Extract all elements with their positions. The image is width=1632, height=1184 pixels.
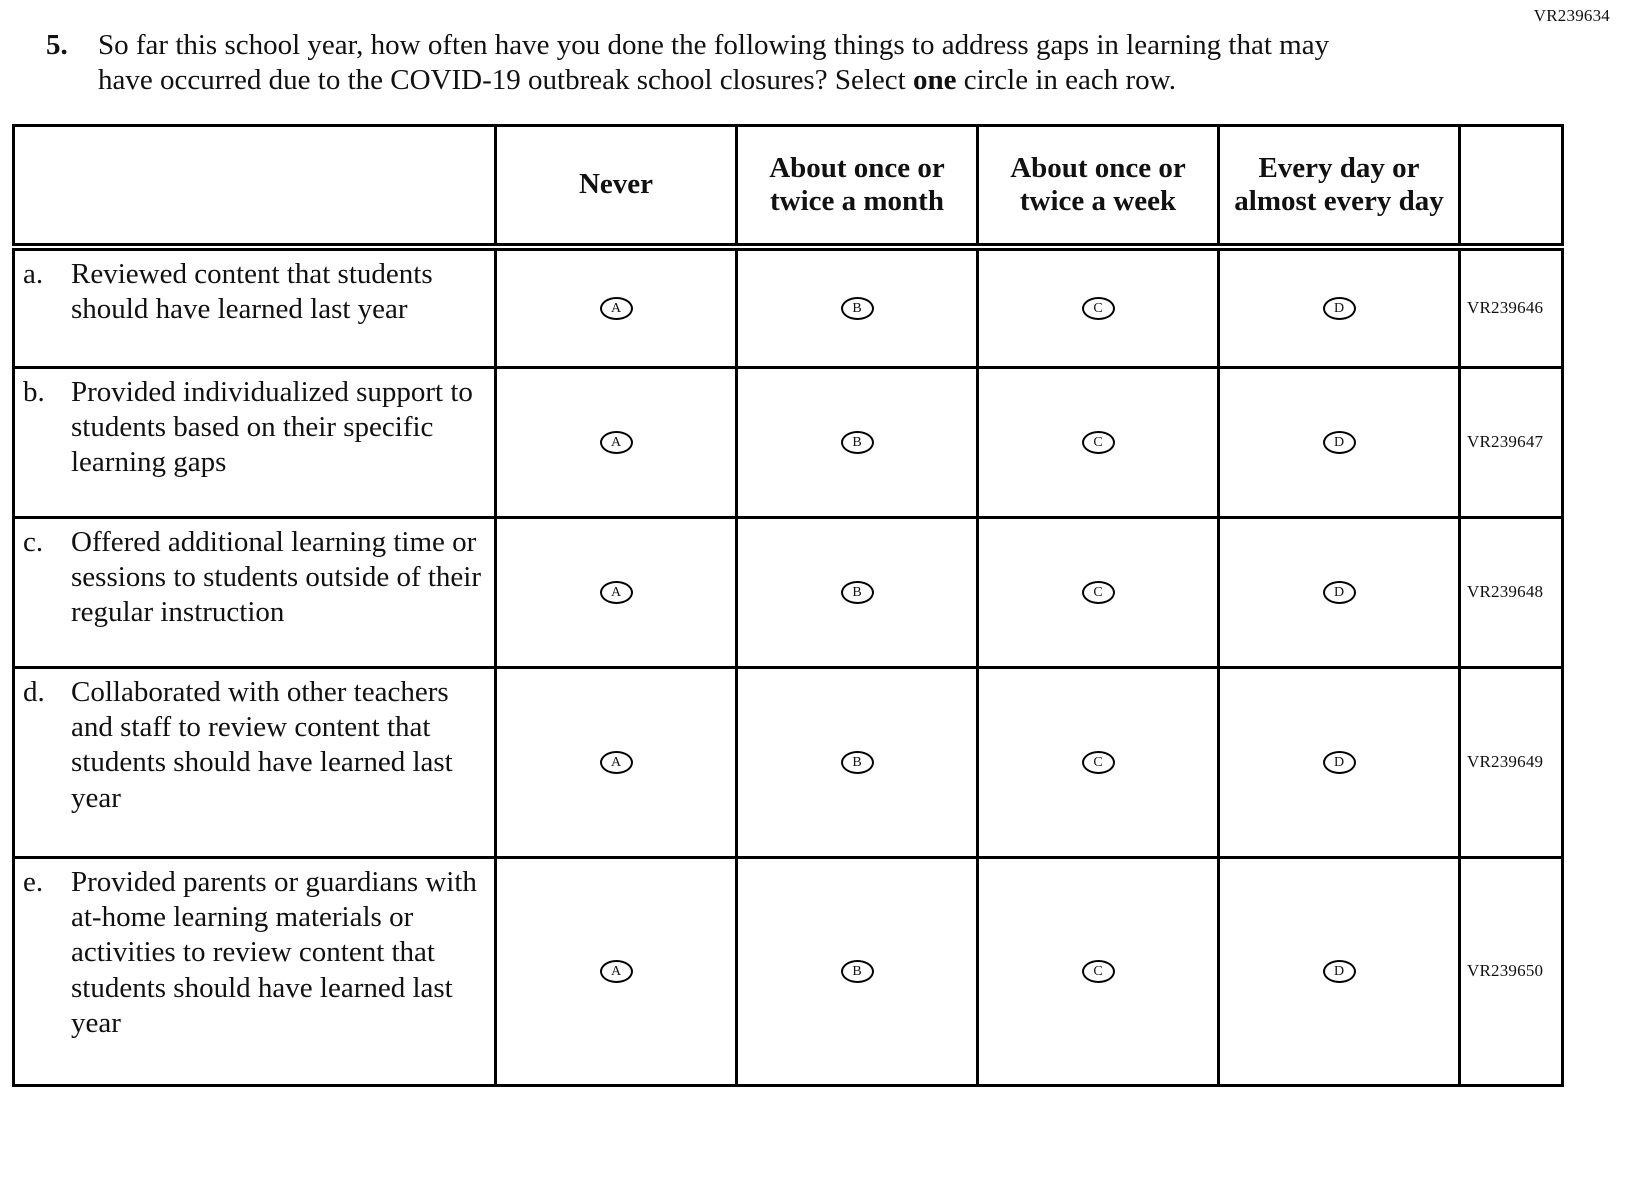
row-stub-cell [14,247,496,367]
header-stub-cell [14,125,496,247]
option-bubble-a[interactable]: A [600,431,633,454]
table-row [14,857,1563,1085]
question-table [12,124,1564,1087]
row-stub-inner [23,675,484,817]
row-letter: d. [23,675,45,708]
option-bubble-c[interactable]: C [1082,431,1115,454]
option-bubble-d[interactable]: D [1323,297,1356,320]
row-stub-cell [14,367,496,517]
column-header-never: Never [496,125,737,247]
row-stub-cell [14,857,496,1085]
option-cell-once-twice-week [978,247,1219,367]
option-bubble-c[interactable]: C [1082,751,1115,774]
option-cell-once-twice-week [978,517,1219,667]
option-cell-never [496,667,737,857]
option-bubble-b[interactable]: B [841,581,874,604]
table-row [14,247,1563,367]
table-row [14,367,1563,517]
option-bubble-d[interactable]: D [1323,960,1356,983]
row-stub-inner [23,375,484,481]
option-cell-every-day [1219,667,1460,857]
column-header-once-twice-week: About once or twice a week [978,125,1219,247]
option-cell-every-day [1219,857,1460,1085]
table-body [14,247,1563,1085]
option-cell-every-day [1219,517,1460,667]
option-bubble-c[interactable]: C [1082,581,1115,604]
option-cell-once-twice-month [737,247,978,367]
row-stub-cell [14,667,496,857]
option-bubble-b[interactable]: B [841,960,874,983]
table-row [14,667,1563,857]
page-code: VR239634 [1533,6,1610,25]
row-label: Offered additional learning time or sessions to students outside of their regular instruction [71,525,482,629]
option-bubble-b[interactable]: B [841,297,874,320]
question-text [98,28,1388,98]
option-bubble-d[interactable]: D [1323,581,1356,604]
question-number: 5. [46,29,68,61]
column-header-once-twice-month: About once or twice a month [737,125,978,247]
row-code: VR239647 [1460,367,1563,517]
row-label: Provided parents or guardians with at-home learning materials or activities to review content that students should have learned last year [71,865,477,1040]
option-cell-once-twice-week [978,367,1219,517]
option-bubble-a[interactable]: A [600,960,633,983]
option-cell-every-day [1219,367,1460,517]
option-cell-never [496,857,737,1085]
question-text-end: circle in each row. [956,63,1176,96]
row-stub-inner [23,257,484,328]
table-header [14,125,1563,247]
row-code: VR239648 [1460,517,1563,667]
option-cell-once-twice-week [978,857,1219,1085]
row-label: Provided individualized support to students based on their specific learning gaps [71,375,473,479]
option-bubble-a[interactable]: A [600,581,633,604]
table-row [14,517,1563,667]
header-row [14,125,1563,247]
option-cell-once-twice-month [737,367,978,517]
row-stub-inner [23,525,484,631]
option-cell-once-twice-week [978,667,1219,857]
row-stub-inner [23,865,484,1042]
option-cell-never [496,247,737,367]
option-bubble-b[interactable]: B [841,751,874,774]
row-stub-cell [14,517,496,667]
option-cell-every-day [1219,247,1460,367]
row-letter: e. [23,865,44,898]
row-letter: c. [23,525,44,558]
option-bubble-d[interactable]: D [1323,431,1356,454]
question-block [46,28,1446,98]
option-bubble-a[interactable]: A [600,751,633,774]
option-cell-never [496,367,737,517]
option-cell-once-twice-month [737,857,978,1085]
option-bubble-c[interactable]: C [1082,297,1115,320]
option-bubble-d[interactable]: D [1323,751,1356,774]
question-bold-word: one [912,63,957,96]
row-label: Collaborated with other teachers and staff to review content that students should have learned last year [71,675,453,814]
row-code: VR239649 [1460,667,1563,857]
row-letter: b. [23,375,45,408]
option-cell-once-twice-month [737,667,978,857]
option-bubble-a[interactable]: A [600,297,633,320]
option-cell-never [496,517,737,667]
option-bubble-b[interactable]: B [841,431,874,454]
header-code-cell [1460,125,1563,247]
row-code: VR239646 [1460,247,1563,367]
column-header-every-day: Every day or almost every day [1219,125,1460,247]
option-cell-once-twice-month [737,517,978,667]
row-label: Reviewed content that students should have learned last year [71,258,433,326]
question-text-start: So far this school year, how often have you done the following things to address gaps in learning that may have occurred due to the COVID-19 outbreak school closures? Select [98,29,1330,96]
row-letter: a. [23,258,44,291]
option-bubble-c[interactable]: C [1082,960,1115,983]
row-code: VR239650 [1460,857,1563,1085]
